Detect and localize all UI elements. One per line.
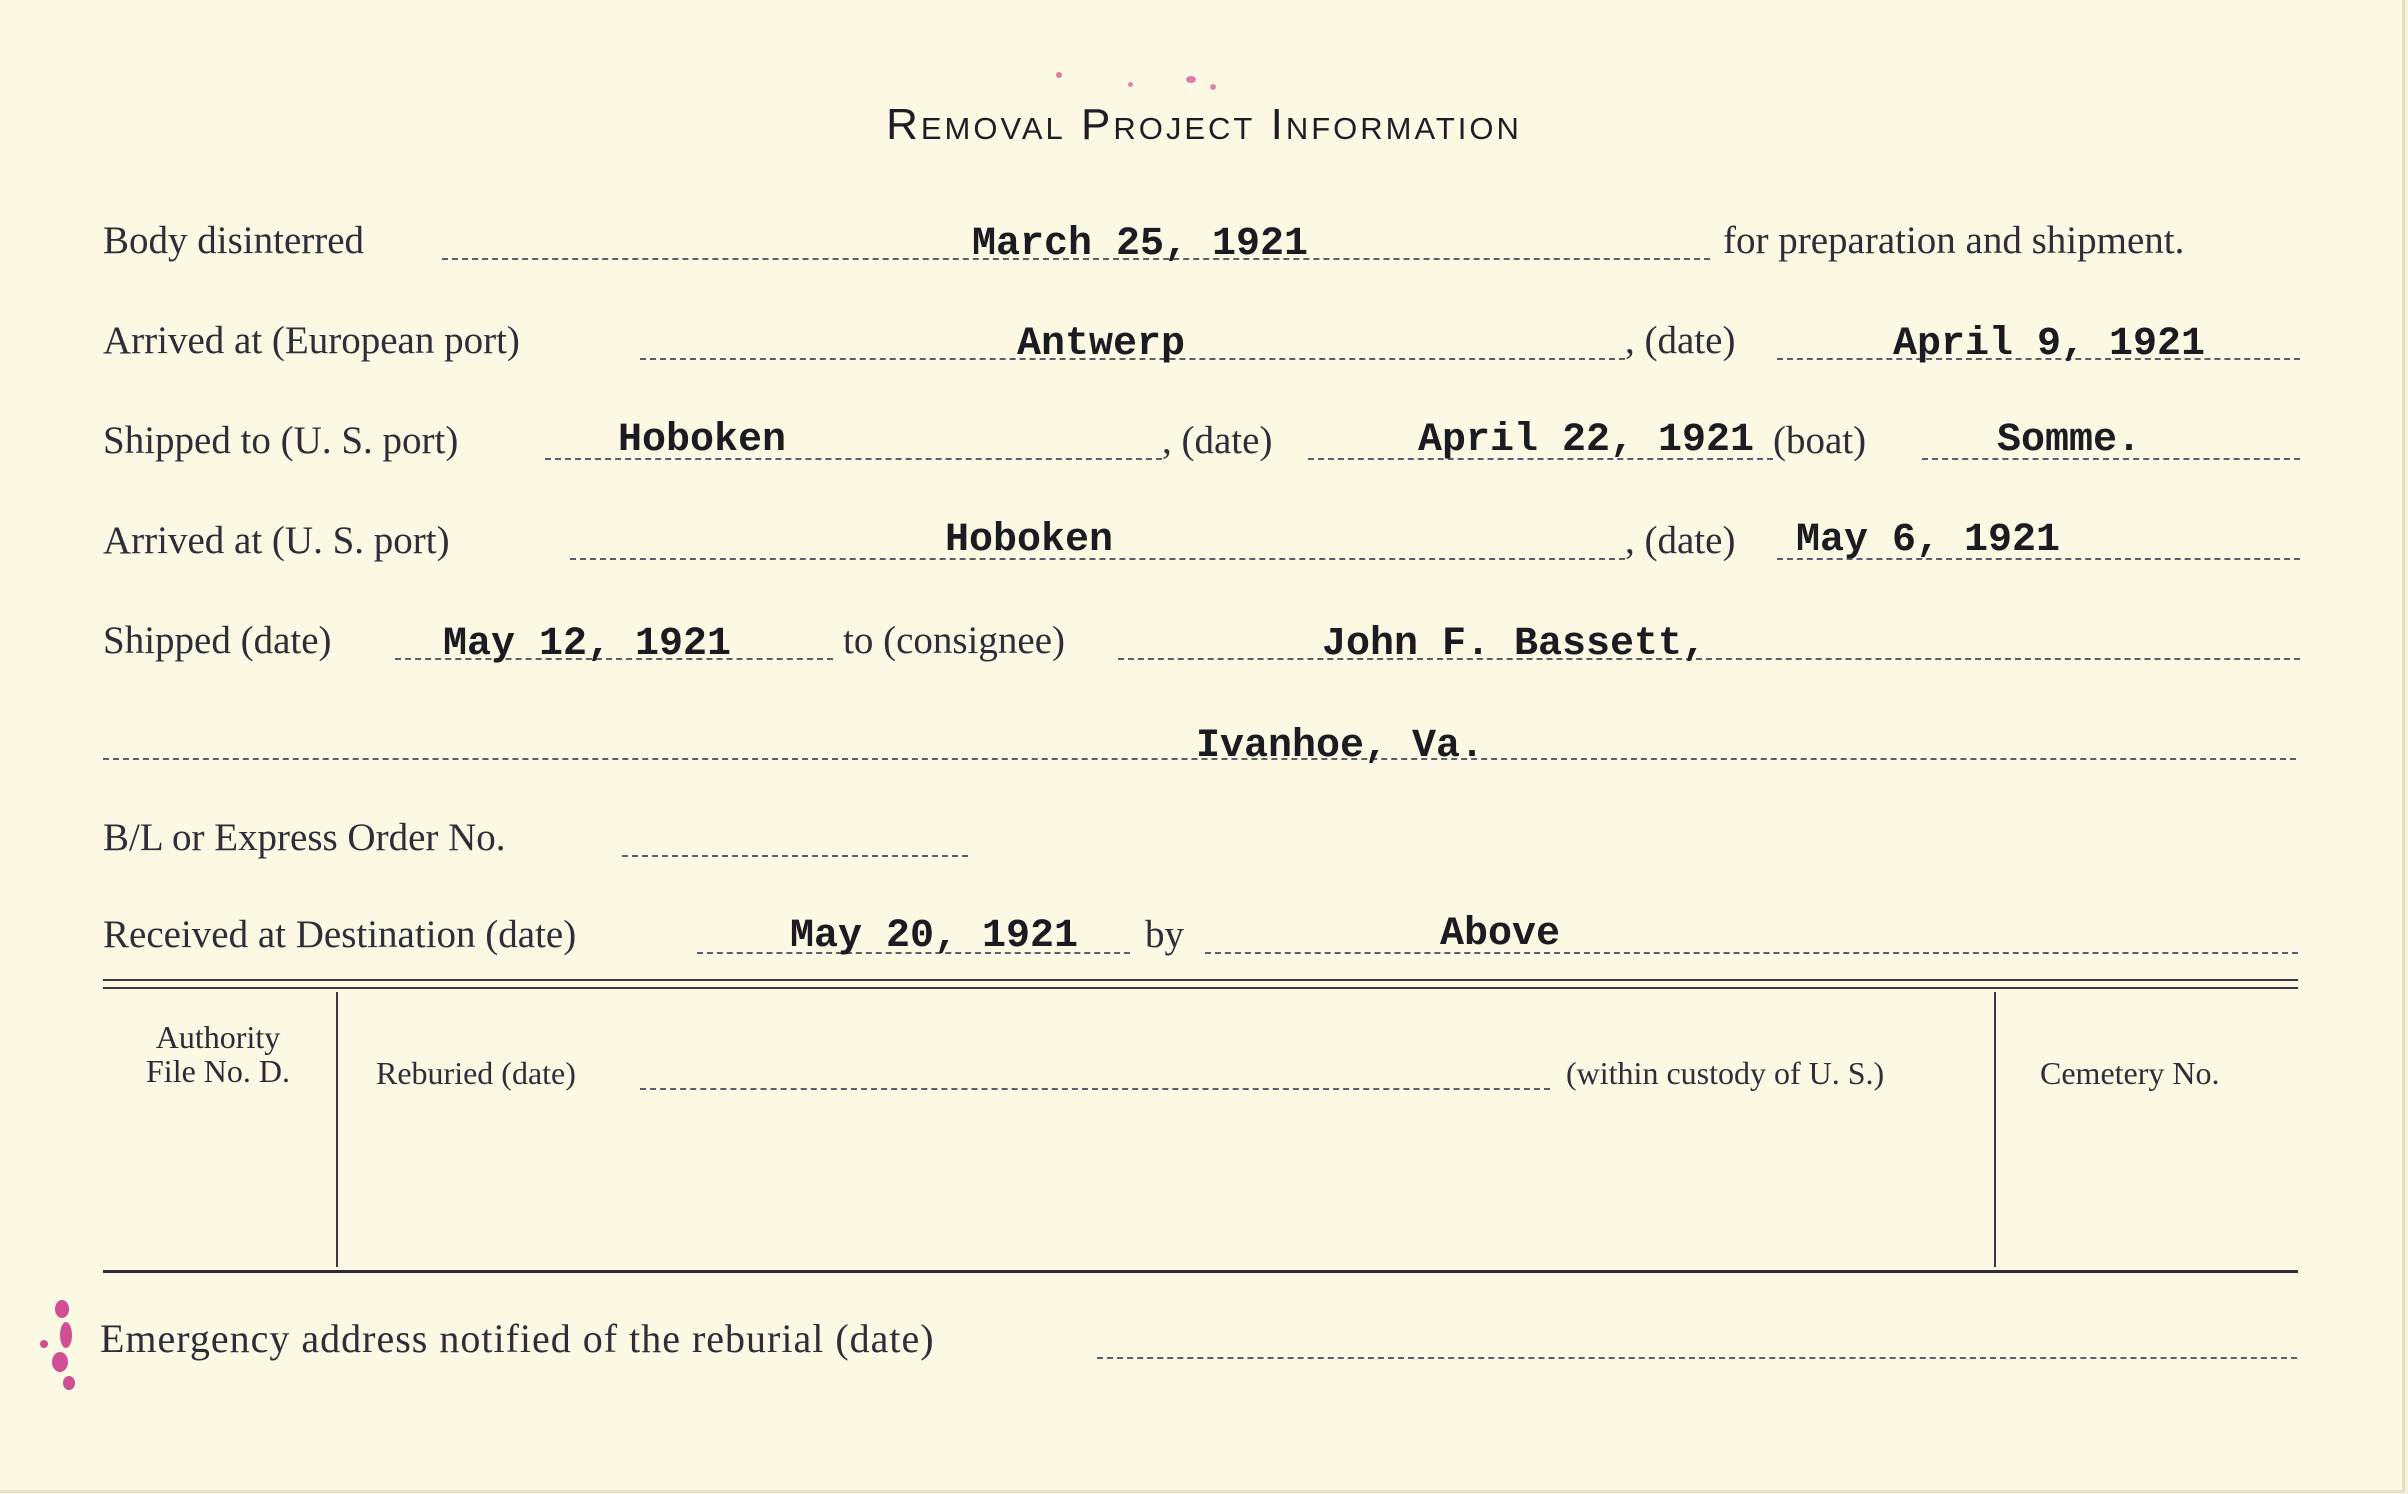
shipped-us-date: April 22, 1921: [1418, 418, 1755, 463]
rule-bottom: [103, 1270, 2298, 1273]
box-divider-left: [336, 992, 338, 1267]
shipped-us-value: Hoboken: [618, 418, 787, 463]
received-by-value: Above: [1440, 912, 1561, 957]
arrived-europe-value: Antwerp: [1017, 322, 1186, 367]
arrived-europe-date: April 9, 1921: [1893, 322, 2206, 367]
emergency-label: Emergency address notified of the reburial (date): [100, 1316, 935, 1361]
row-address: [0, 720, 2402, 780]
disinterred-suffix: for preparation and shipment.: [1723, 219, 2185, 262]
address-value: Ivanhoe, Va.: [1196, 724, 1485, 769]
authority-block: [103, 1020, 333, 1088]
row-disinterred: [0, 218, 2402, 278]
emergency-line: [1097, 1357, 2297, 1359]
consignee-value: John F. Bassett,: [1322, 622, 1707, 667]
shipped-us-boat-label: (boat): [1773, 419, 1867, 462]
box-divider-right: [1994, 992, 1996, 1267]
cemetery-label: Cemetery No.: [2040, 1055, 2220, 1091]
arrived-us-date-label: , (date): [1625, 519, 1736, 562]
received-date: May 20, 1921: [790, 914, 1079, 959]
shipped-us-boat: Somme.: [1997, 418, 2142, 463]
card-title: Removal Project Information: [886, 100, 1522, 149]
authority-line1: Authority: [155, 1019, 281, 1055]
rule-top-2: [103, 987, 2298, 989]
row-received: [0, 912, 2402, 972]
bl-label: B/L or Express Order No.: [103, 816, 506, 859]
received-by-label: by: [1145, 913, 1184, 956]
custody-label: (within custody of U. S.): [1566, 1055, 1885, 1091]
arrived-us-date: May 6, 1921: [1796, 518, 2061, 563]
received-by-line: [1205, 952, 2298, 954]
disinterred-label: Body disinterred: [103, 219, 365, 262]
consignee-line: [1118, 658, 2300, 660]
row-emergency: [0, 1315, 2402, 1375]
arrived-us-label: Arrived at (U. S. port): [103, 519, 450, 562]
bl-line: [622, 855, 968, 857]
shipped-us-date-label: , (date): [1162, 419, 1273, 462]
row-bl: [0, 815, 2402, 875]
reburied-line: [640, 1088, 1550, 1090]
row-arrived-us: [0, 518, 2402, 578]
shipped-date: May 12, 1921: [443, 622, 732, 667]
arrived-us-value: Hoboken: [945, 518, 1114, 563]
authority-line2: File No. D.: [146, 1053, 290, 1089]
shipped-us-label: Shipped to (U. S. port): [103, 419, 459, 462]
rule-top-1: [103, 979, 2298, 981]
shipped-label: Shipped (date): [103, 619, 332, 662]
arrived-europe-label: Arrived at (European port): [103, 319, 520, 362]
received-label: Received at Destination (date): [103, 913, 577, 956]
reburied-label: Reburied (date): [376, 1055, 576, 1091]
consignee-label: to (consignee): [843, 619, 1066, 662]
arrived-europe-date-label: , (date): [1625, 319, 1736, 362]
row-arrived-europe: [0, 318, 2402, 378]
row-shipped: [0, 618, 2402, 678]
disinterred-value: March 25, 1921: [972, 222, 1309, 267]
row-shipped-us: [0, 418, 2402, 478]
